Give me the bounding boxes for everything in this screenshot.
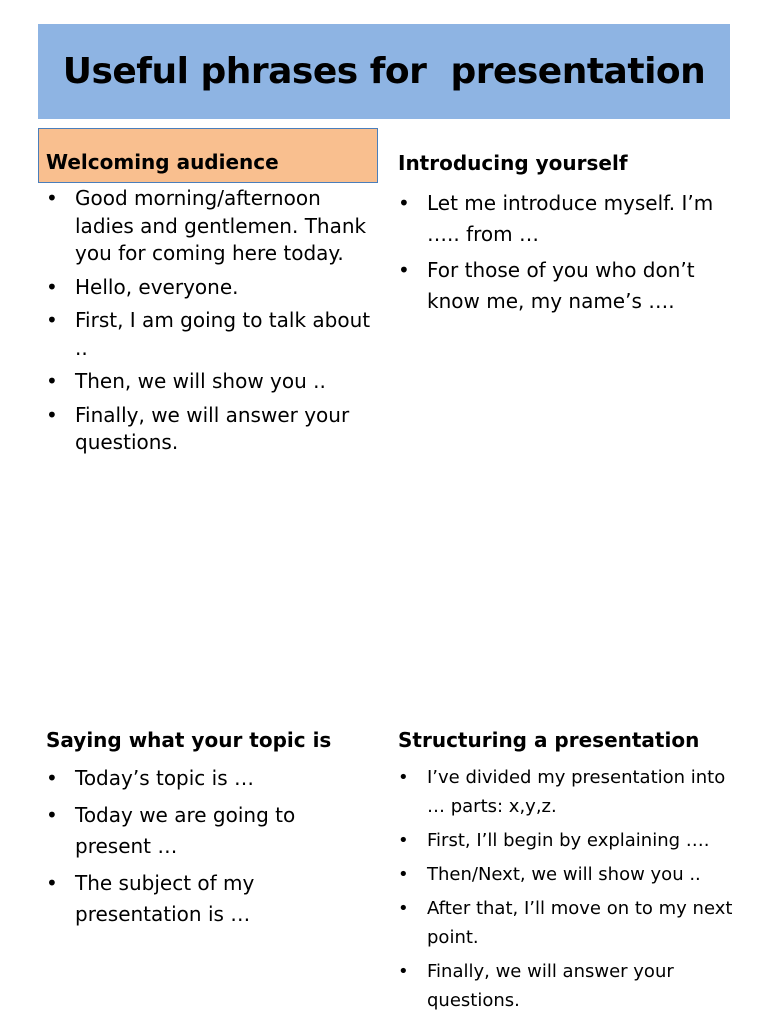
page-title: Useful phrases for presentation: [62, 51, 706, 92]
bullet-list: [38, 185, 383, 457]
list-item-text: Today’s topic is …: [75, 766, 254, 790]
section-heading-welcoming-audience: Welcoming audience: [38, 128, 378, 183]
list-item-text: Finally, we will answer your questions.: [75, 402, 350, 454]
section-heading-saying-topic: Saying what your topic is: [46, 728, 332, 752]
bullet-icon: •: [46, 308, 58, 332]
list-item-text: Then/Next, we will show you ..: [427, 864, 701, 885]
list-item: [46, 274, 383, 302]
bullet-icon: •: [46, 871, 58, 895]
list-item: [46, 800, 366, 862]
section-heading-structuring-presentation: Structuring a presentation: [398, 728, 700, 752]
list-item-text: After that, I’ll move on to my next point.: [427, 898, 733, 948]
list-item: [398, 763, 738, 821]
list-item: [46, 763, 366, 794]
list-item-text: The subject of my presentation is …: [75, 871, 255, 926]
list-item-text: Today we are going to present …: [75, 803, 296, 858]
bullet-icon: •: [46, 274, 58, 299]
list-item-text: Good morning/afternoon ladies and gentlemen. Thank you for coming here today.: [75, 186, 367, 265]
bullet-icon: •: [46, 186, 58, 210]
section-welcoming-audience: [38, 128, 383, 463]
list-item-text: I’ve divided my presentation into … parts: x,y,z.: [427, 767, 726, 817]
list-item-text: For those of you who don’t know me, my name’s ….: [427, 258, 695, 313]
bullet-icon: •: [46, 402, 58, 427]
bullet-list: [398, 763, 738, 1015]
section-introducing-yourself: [398, 150, 738, 322]
bullet-list: [398, 188, 738, 317]
bullet-icon: •: [46, 766, 58, 790]
list-item-text: First, I’ll begin by explaining ….: [427, 830, 710, 851]
bullet-icon: •: [398, 864, 409, 885]
list-item: [46, 307, 383, 362]
bullet-icon: •: [398, 898, 409, 919]
list-item: [46, 402, 383, 457]
bullet-icon: •: [46, 369, 58, 393]
list-item: [398, 957, 738, 1015]
list-item: [398, 255, 738, 317]
bullet-icon: •: [398, 191, 410, 215]
title-banner: [38, 24, 730, 119]
list-item-text: Finally, we will answer your questions.: [427, 961, 674, 1011]
list-item: [398, 826, 738, 855]
bullet-icon: •: [398, 961, 409, 982]
list-item-text: Then, we will show you ..: [75, 369, 326, 393]
bullet-list: [46, 763, 366, 930]
bullet-icon: •: [46, 803, 58, 827]
list-item: [398, 860, 738, 889]
bullet-icon: •: [398, 258, 410, 282]
list-item: [398, 894, 738, 952]
list-item-text: First, I am going to talk about ..: [75, 308, 371, 360]
list-item: [398, 188, 738, 250]
list-item-text: Hello, everyone.: [75, 274, 239, 299]
bullet-icon: •: [398, 830, 409, 851]
list-item-text: Let me introduce myself. I’m ….. from …: [427, 191, 714, 246]
section-structuring-presentation: [398, 727, 738, 1020]
list-item: [46, 868, 366, 930]
section-heading-introducing-yourself: Introducing yourself: [398, 151, 628, 175]
section-saying-topic: [46, 727, 366, 936]
bullet-icon: •: [398, 767, 409, 788]
list-item: [46, 185, 383, 268]
list-item: [46, 368, 383, 396]
